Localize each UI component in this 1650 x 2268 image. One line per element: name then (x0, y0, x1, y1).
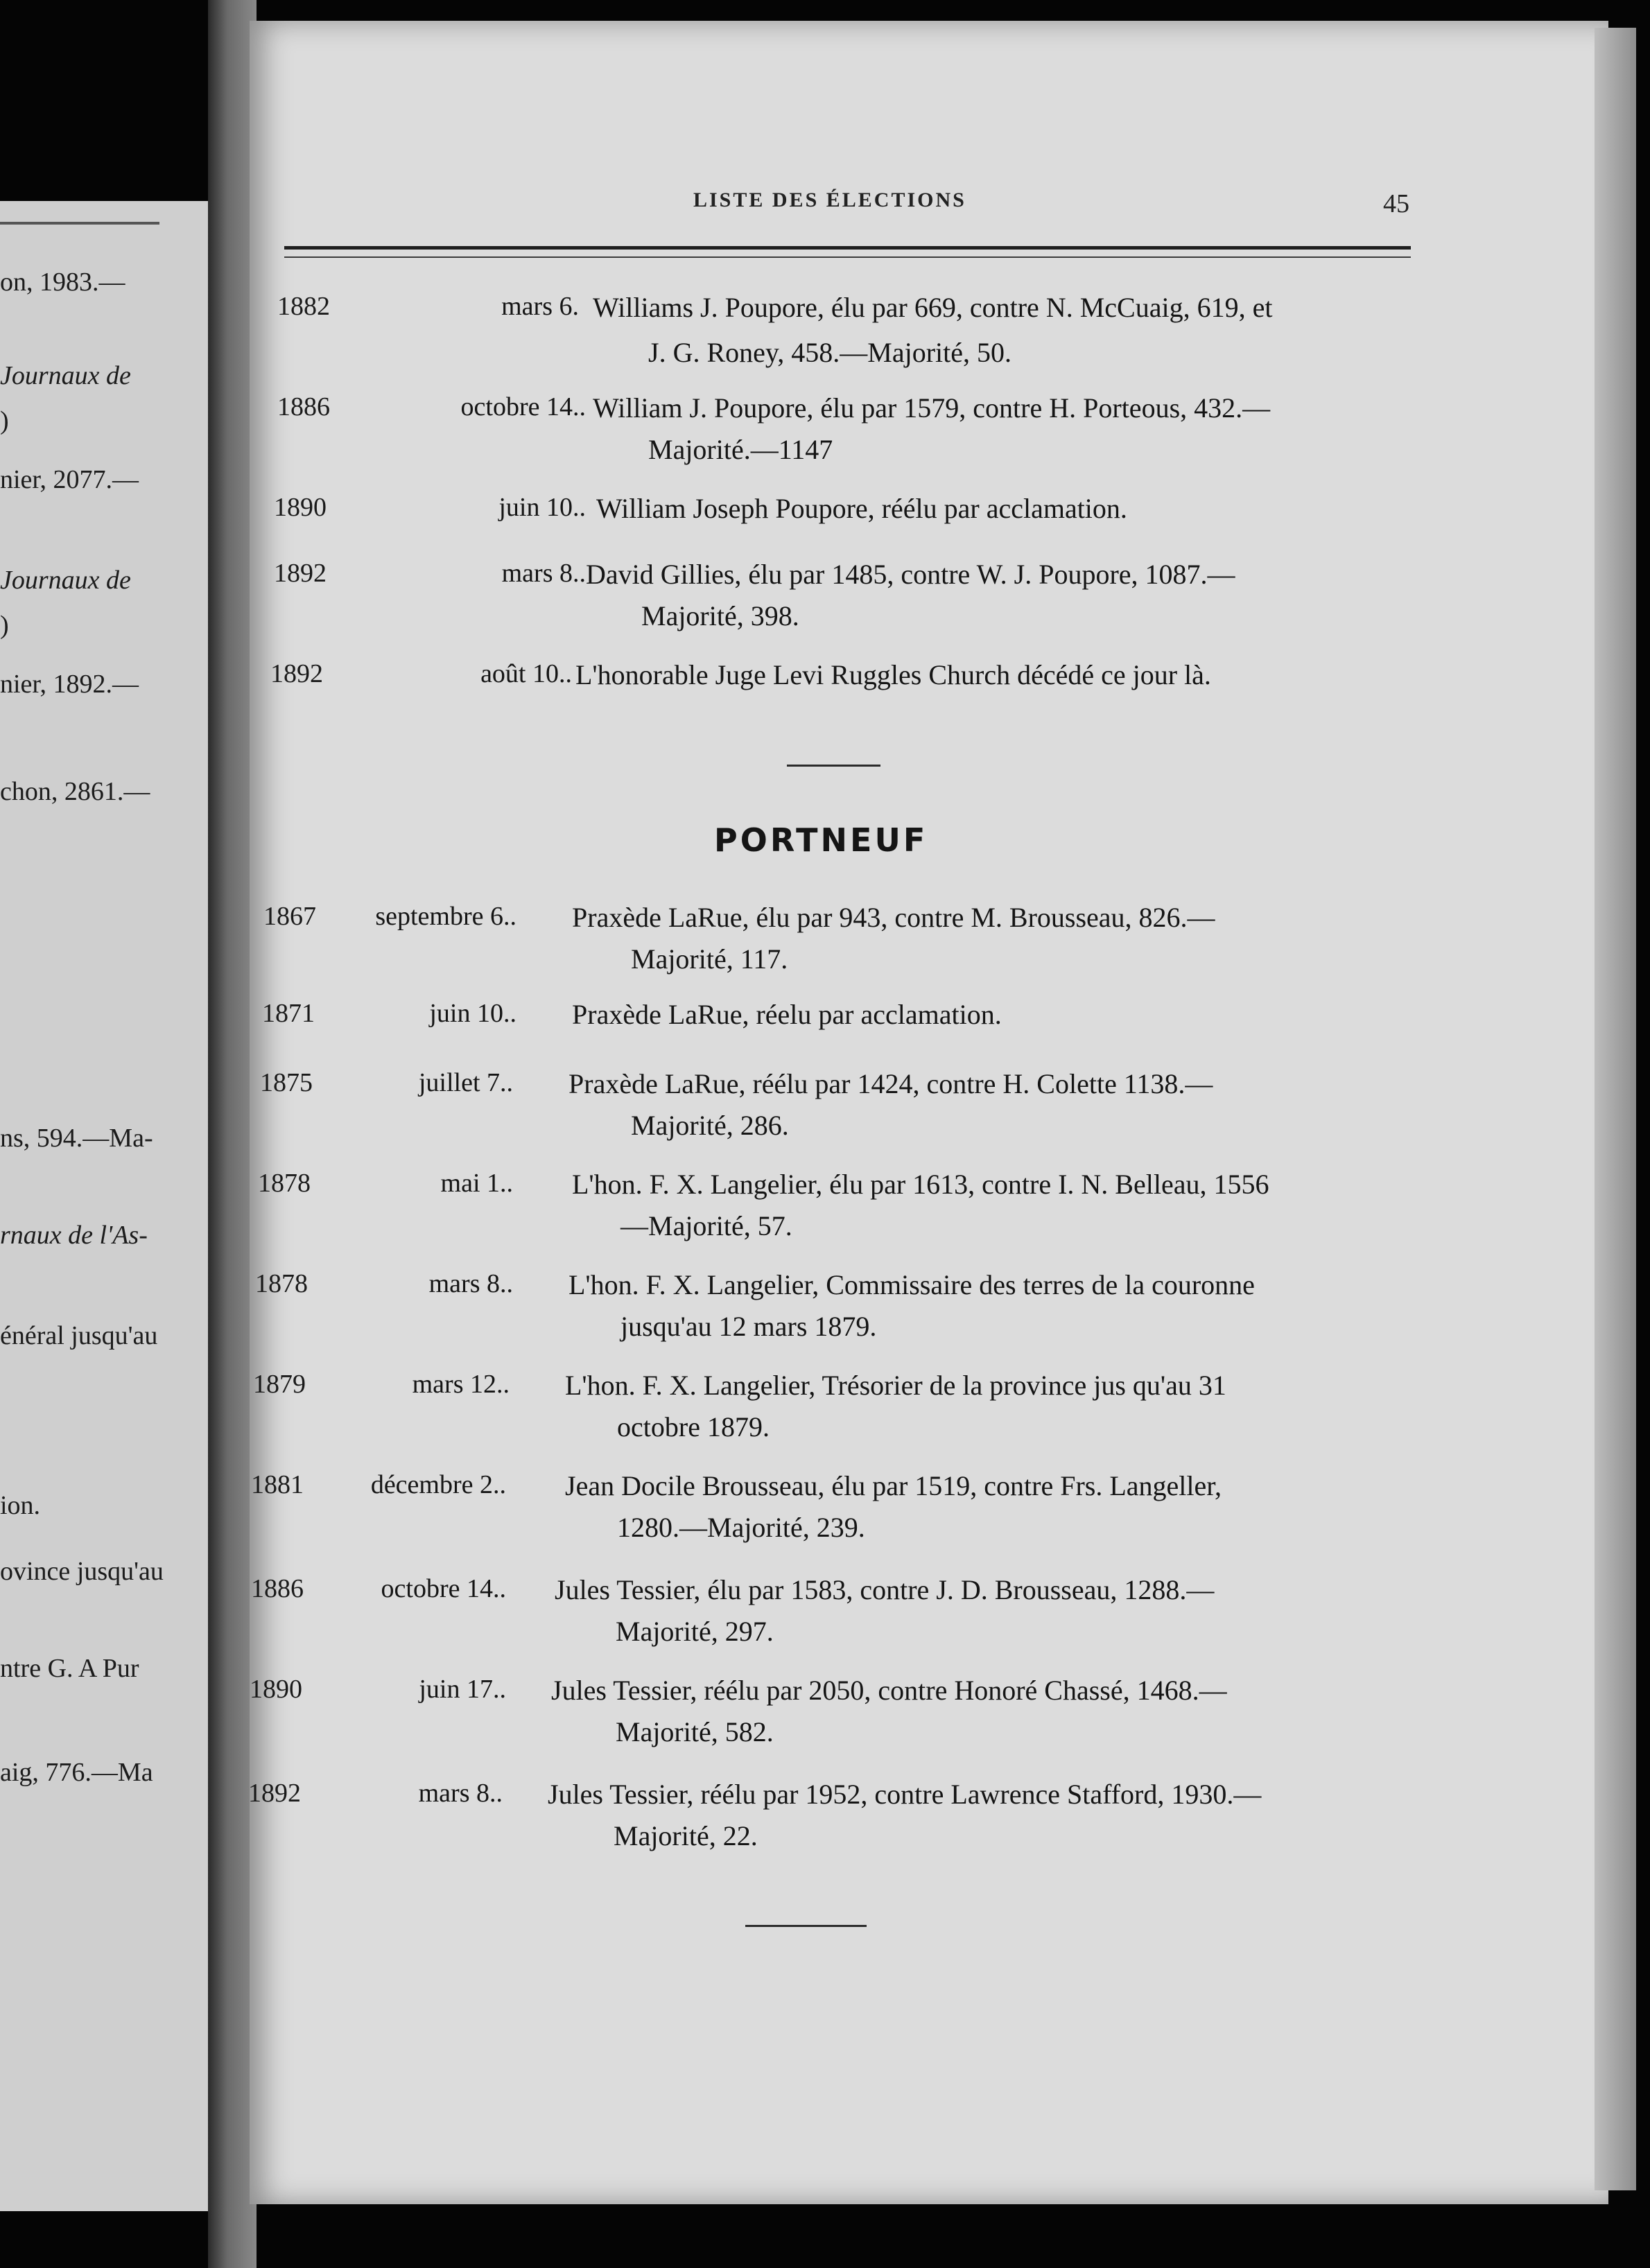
entry-year: 1875 (260, 1068, 313, 1097)
page-number: 45 (1383, 189, 1409, 218)
entry-year: 1890 (274, 493, 327, 522)
entry-line: Williams J. Poupore, élu par 669, contre N. McCuaig, 619, et (593, 292, 1273, 323)
entry-line: Praxède LaRue, élu par 943, contre M. Brousseau, 826.— (572, 902, 1215, 933)
left-fragment: Journaux de (0, 566, 131, 595)
entry-line: J. G. Roney, 458.—Majorité, 50. (648, 337, 1012, 368)
entry-year: 1881 (251, 1470, 304, 1499)
entry-date: mars 8.. (428, 1269, 513, 1298)
entry-line: Majorité, 286. (631, 1110, 789, 1141)
entry-year: 1890 (250, 1675, 302, 1704)
left-page-rule (0, 222, 159, 225)
entry-line: L'hon. F. X. Langelier, élu par 1613, contre I. N. Belleau, 1556 (572, 1169, 1269, 1200)
entry-date: juin 10.. (498, 493, 586, 522)
entry-line: 1280.—Majorité, 239. (617, 1512, 865, 1543)
section-separator (787, 765, 880, 767)
entry-year: 1867 (263, 902, 316, 931)
entry-line: Jules Tessier, élu par 1583, contre J. D. Brousseau, 1288.— (555, 1574, 1215, 1605)
left-fragment: ns, 594.—Ma- (0, 1124, 153, 1153)
left-fragment: ovince jusqu'au (0, 1557, 164, 1586)
left-fragment: ) (0, 611, 9, 640)
entry-date: août 10.. (480, 659, 572, 688)
entry-line: octobre 1879. (617, 1411, 770, 1442)
entry-date: octobre 14.. (381, 1574, 506, 1603)
entry-date: juin 17.. (419, 1675, 506, 1704)
entry-date: mars 8.. (501, 559, 586, 588)
entry-year: 1886 (251, 1574, 304, 1603)
left-fragment: nier, 2077.— (0, 465, 139, 494)
entry-line: Majorité, 398. (641, 600, 799, 631)
entry-line: Majorité, 22. (614, 1820, 758, 1851)
entry-line: L'hon. F. X. Langelier, Commissaire des terres de la couronne (568, 1269, 1255, 1300)
entry-year: 1886 (277, 392, 330, 421)
entry-line: David Gillies, élu par 1485, contre W. J. Poupore, 1087.— (586, 559, 1235, 590)
entry-date: mars 8.. (418, 1779, 503, 1808)
entry-line: Jean Docile Brousseau, élu par 1519, contre Frs. Langeller, (565, 1470, 1222, 1501)
entry-line: William J. Poupore, élu par 1579, contre H. Porteous, 432.— (593, 392, 1271, 424)
entry-line: Jules Tessier, réélu par 1952, contre Lawrence Stafford, 1930.— (548, 1779, 1262, 1810)
entry-line: Praxède LaRue, réélu par 1424, contre H. Colette 1138.— (568, 1068, 1213, 1099)
entry-line: Majorité.—1147 (648, 434, 833, 465)
entry-year: 1882 (277, 292, 330, 321)
entry-year: 1892 (248, 1779, 301, 1808)
entry-line: William Joseph Poupore, réélu par acclamation. (596, 493, 1127, 524)
left-fragment: nier, 1892.— (0, 670, 139, 699)
left-fragment: énéral jusqu'au (0, 1321, 158, 1350)
page-edge (1595, 28, 1636, 2190)
left-fragment: Journaux de (0, 361, 131, 390)
entry-date: juin 10.. (429, 999, 516, 1028)
entry-year: 1879 (253, 1370, 306, 1399)
entry-year: 1878 (255, 1269, 308, 1298)
entry-year: 1878 (258, 1169, 311, 1198)
left-fragment: ) (0, 406, 9, 435)
section-title: PORTNEUF (714, 821, 928, 859)
entry-date: mai 1.. (440, 1169, 513, 1198)
end-separator (745, 1925, 867, 1927)
running-header: LISTE DES ÉLECTIONS (693, 189, 966, 211)
header-rule (284, 246, 1411, 250)
left-page-fragment (0, 201, 208, 2211)
entry-line: Jules Tessier, réélu par 2050, contre Honoré Chassé, 1468.— (551, 1675, 1227, 1706)
entry-line: —Majorité, 57. (620, 1210, 792, 1241)
entry-date: octobre 14.. (460, 392, 586, 421)
left-fragment: on, 1983.— (0, 268, 125, 297)
left-fragment: chon, 2861.— (0, 777, 150, 806)
entry-line: Majorité, 582. (616, 1716, 774, 1747)
entry-date: juillet 7.. (418, 1068, 513, 1097)
entry-line: Majorité, 297. (616, 1616, 774, 1647)
entry-year: 1892 (270, 659, 323, 688)
entry-line: L'honorable Juge Levi Ruggles Church décédé ce jour là. (575, 659, 1211, 690)
left-fragment: aig, 776.—Ma (0, 1758, 153, 1787)
entry-date: septembre 6.. (375, 902, 516, 931)
entry-line: jusqu'au 12 mars 1879. (620, 1311, 877, 1342)
entry-date: mars 6. (501, 292, 579, 321)
entry-line: L'hon. F. X. Langelier, Trésorier de la province jus qu'au 31 (565, 1370, 1226, 1401)
entry-line: Majorité, 117. (631, 943, 788, 975)
header-rule-thin (284, 256, 1411, 258)
entry-date: mars 12.. (412, 1370, 510, 1399)
entry-year: 1871 (262, 999, 315, 1028)
entry-date: décembre 2.. (370, 1470, 506, 1499)
entry-year: 1892 (274, 559, 327, 588)
left-fragment: rnaux de l'As- (0, 1221, 148, 1250)
entry-line: Praxède LaRue, réelu par acclamation. (572, 999, 1002, 1030)
left-fragment: ion. (0, 1491, 41, 1520)
left-fragment: ntre G. A Pur (0, 1654, 139, 1683)
